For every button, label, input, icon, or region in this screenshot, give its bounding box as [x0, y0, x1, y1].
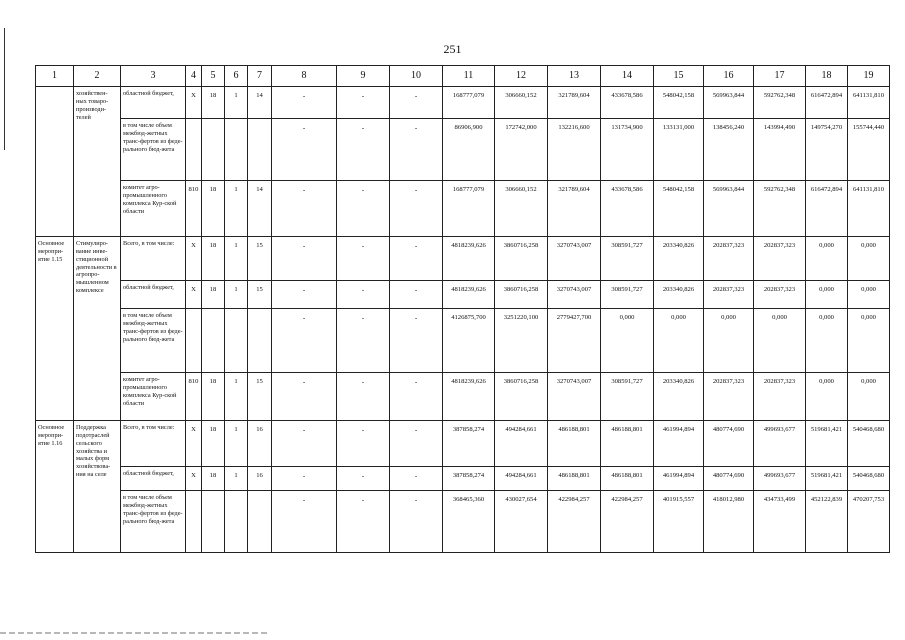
amount-cell: 486188,801 [548, 421, 601, 467]
amount-cell: 387858,274 [443, 467, 495, 491]
section-code-cell: 18 [202, 467, 225, 491]
grbs-code-cell [186, 119, 202, 181]
grbs-code-cell [186, 309, 202, 373]
col9-cell: - [337, 119, 390, 181]
csr-code-cell: 15 [248, 237, 272, 281]
amount-cell: 519681,421 [806, 421, 848, 467]
amount-cell: 202837,323 [754, 237, 806, 281]
amount-cell: 422984,257 [548, 491, 601, 553]
program-name-cell: хозяйствен-ных товаро-производи-телей [74, 87, 121, 237]
funding-source-cell: в том числе объем межбюд-жетных транс-фертов из феде-рального бюд-жета [121, 119, 186, 181]
subsection-code-cell: 1 [225, 87, 248, 119]
amount-cell: 172742,000 [495, 119, 548, 181]
subsection-code-cell: 1 [225, 281, 248, 309]
amount-cell: 321789,604 [548, 87, 601, 119]
header-col-5: 5 [202, 66, 225, 87]
amount-cell: 203340,826 [654, 237, 704, 281]
amount-cell: 202837,323 [704, 373, 754, 421]
funding-source-cell: Всего, в том числе: [121, 421, 186, 467]
amount-cell: 306660,152 [495, 181, 548, 237]
csr-code-cell [248, 119, 272, 181]
col9-cell: - [337, 87, 390, 119]
subsection-code-cell [225, 309, 248, 373]
col9-cell: - [337, 467, 390, 491]
subsection-code-cell: 1 [225, 237, 248, 281]
col9-cell: - [337, 237, 390, 281]
grbs-code-cell: X [186, 421, 202, 467]
vr-cell: - [272, 281, 337, 309]
amount-cell: 430027,654 [495, 491, 548, 553]
amount-cell: 0,000 [654, 309, 704, 373]
event-name-cell: Основное меропри-ятие 1.16 [36, 421, 74, 553]
amount-cell: 592762,348 [754, 181, 806, 237]
amount-cell: 149754,270 [806, 119, 848, 181]
amount-cell: 308591,727 [601, 237, 654, 281]
csr-code-cell: 15 [248, 373, 272, 421]
program-name-cell: Поддержка подотраслей сельского хозяйства и малых форм хозяйствова-ния на селе [74, 421, 121, 553]
section-code-cell [202, 491, 225, 553]
funding-source-cell: Всего, в том числе: [121, 237, 186, 281]
amount-cell: 641131,810 [848, 87, 890, 119]
amount-cell: 486188,801 [601, 467, 654, 491]
amount-cell: 499693,677 [754, 421, 806, 467]
amount-cell: 452122,839 [806, 491, 848, 553]
col9-cell: - [337, 181, 390, 237]
subsection-code-cell [225, 491, 248, 553]
amount-cell: 569963,844 [704, 87, 754, 119]
budget-table [35, 65, 890, 553]
section-code-cell: 18 [202, 373, 225, 421]
header-col-18: 18 [806, 66, 848, 87]
header-col-16: 16 [704, 66, 754, 87]
amount-cell: 548042,158 [654, 181, 704, 237]
amount-cell: 470207,753 [848, 491, 890, 553]
header-col-14: 14 [601, 66, 654, 87]
col10-cell: - [390, 467, 443, 491]
amount-cell: 308591,727 [601, 281, 654, 309]
header-col-10: 10 [390, 66, 443, 87]
amount-cell: 387858,274 [443, 421, 495, 467]
vr-cell: - [272, 181, 337, 237]
amount-cell: 132216,600 [548, 119, 601, 181]
grbs-code-cell: X [186, 87, 202, 119]
amount-cell: 4126875,700 [443, 309, 495, 373]
grbs-code-cell [186, 491, 202, 553]
header-col-4: 4 [186, 66, 202, 87]
header-col-3: 3 [121, 66, 186, 87]
amount-cell: 548042,158 [654, 87, 704, 119]
amount-cell: 494284,661 [495, 467, 548, 491]
grbs-code-cell: X [186, 237, 202, 281]
amount-cell: 540468,680 [848, 467, 890, 491]
amount-cell: 592762,348 [754, 87, 806, 119]
amount-cell: 480774,690 [704, 467, 754, 491]
table-row [36, 87, 890, 119]
header-row [36, 66, 890, 87]
amount-cell: 203340,826 [654, 281, 704, 309]
amount-cell: 168777,079 [443, 181, 495, 237]
section-code-cell: 18 [202, 181, 225, 237]
header-col-8: 8 [272, 66, 337, 87]
amount-cell: 131734,900 [601, 119, 654, 181]
amount-cell: 168777,079 [443, 87, 495, 119]
col10-cell: - [390, 281, 443, 309]
subsection-code-cell [225, 119, 248, 181]
amount-cell: 0,000 [754, 309, 806, 373]
vr-cell: - [272, 421, 337, 467]
header-col-11: 11 [443, 66, 495, 87]
amount-cell: 3270743,007 [548, 373, 601, 421]
funding-source-cell: в том числе объем межбюд-жетных транс-фертов из феде-рального бюд-жета [121, 309, 186, 373]
col10-cell: - [390, 87, 443, 119]
amount-cell: 486188,801 [548, 467, 601, 491]
amount-cell: 499693,677 [754, 467, 806, 491]
header-col-15: 15 [654, 66, 704, 87]
csr-code-cell: 16 [248, 421, 272, 467]
col10-cell: - [390, 237, 443, 281]
header-col-19: 19 [848, 66, 890, 87]
amount-cell: 86906,900 [443, 119, 495, 181]
header-col-12: 12 [495, 66, 548, 87]
table-row [36, 181, 890, 237]
table-row [36, 373, 890, 421]
amount-cell: 0,000 [848, 237, 890, 281]
grbs-code-cell: X [186, 281, 202, 309]
table-body [36, 87, 890, 553]
amount-cell: 461994,894 [654, 421, 704, 467]
program-name-cell: Стимулиро-вание инве-стиционной деятельности в агропро-мышленном комплексе [74, 237, 121, 421]
header-col-2: 2 [74, 66, 121, 87]
vr-cell: - [272, 87, 337, 119]
amount-cell: 155744,440 [848, 119, 890, 181]
table-row [36, 421, 890, 467]
vr-cell: - [272, 119, 337, 181]
amount-cell: 641131,810 [848, 181, 890, 237]
amount-cell: 203340,826 [654, 373, 704, 421]
amount-cell: 418012,980 [704, 491, 754, 553]
grbs-code-cell: X [186, 467, 202, 491]
amount-cell: 569963,844 [704, 181, 754, 237]
subsection-code-cell: 1 [225, 181, 248, 237]
amount-cell: 401915,557 [654, 491, 704, 553]
amount-cell: 433678,586 [601, 181, 654, 237]
col9-cell: - [337, 281, 390, 309]
amount-cell: 368465,360 [443, 491, 495, 553]
event-name-cell: Основное меропри-ятие 1.15 [36, 237, 74, 421]
subsection-code-cell: 1 [225, 421, 248, 467]
amount-cell: 133131,000 [654, 119, 704, 181]
section-code-cell: 18 [202, 237, 225, 281]
funding-source-cell: областной бюджет, [121, 281, 186, 309]
amount-cell: 202837,323 [754, 373, 806, 421]
table-row [36, 467, 890, 491]
csr-code-cell [248, 491, 272, 553]
header-col-9: 9 [337, 66, 390, 87]
amount-cell: 0,000 [848, 281, 890, 309]
section-code-cell: 18 [202, 421, 225, 467]
csr-code-cell: 15 [248, 281, 272, 309]
amount-cell: 480774,690 [704, 421, 754, 467]
amount-cell: 321789,604 [548, 181, 601, 237]
csr-code-cell [248, 309, 272, 373]
col9-cell: - [337, 309, 390, 373]
amount-cell: 3270743,007 [548, 237, 601, 281]
amount-cell: 2779427,700 [548, 309, 601, 373]
amount-cell: 202837,323 [704, 281, 754, 309]
vr-cell: - [272, 309, 337, 373]
grbs-code-cell: 810 [186, 181, 202, 237]
funding-source-cell: комитет агро-промышленного комплекса Кур-ской области [121, 373, 186, 421]
amount-cell: 0,000 [806, 373, 848, 421]
amount-cell: 422984,257 [601, 491, 654, 553]
amount-cell: 308591,727 [601, 373, 654, 421]
page-number: 251 [443, 42, 462, 56]
amount-cell: 3860716,258 [495, 237, 548, 281]
section-code-cell: 18 [202, 281, 225, 309]
funding-source-cell: областной бюджет, [121, 467, 186, 491]
header-col-7: 7 [248, 66, 272, 87]
amount-cell: 0,000 [806, 309, 848, 373]
section-code-cell [202, 309, 225, 373]
table-row [36, 281, 890, 309]
col9-cell: - [337, 491, 390, 553]
amount-cell: 4818239,626 [443, 373, 495, 421]
col10-cell: - [390, 181, 443, 237]
scan-artifact [0, 632, 270, 634]
amount-cell: 3251220,100 [495, 309, 548, 373]
amount-cell: 4818239,626 [443, 281, 495, 309]
section-code-cell [202, 119, 225, 181]
subsection-code-cell: 1 [225, 373, 248, 421]
amount-cell: 0,000 [601, 309, 654, 373]
csr-code-cell: 14 [248, 181, 272, 237]
amount-cell: 0,000 [848, 373, 890, 421]
csr-code-cell: 16 [248, 467, 272, 491]
amount-cell: 0,000 [848, 309, 890, 373]
col10-cell: - [390, 309, 443, 373]
amount-cell: 0,000 [806, 281, 848, 309]
col9-cell: - [337, 421, 390, 467]
csr-code-cell: 14 [248, 87, 272, 119]
col10-cell: - [390, 119, 443, 181]
col10-cell: - [390, 373, 443, 421]
table-row [36, 237, 890, 281]
amount-cell: 3270743,007 [548, 281, 601, 309]
header-col-17: 17 [754, 66, 806, 87]
amount-cell: 306660,152 [495, 87, 548, 119]
section-code-cell: 18 [202, 87, 225, 119]
vr-cell: - [272, 491, 337, 553]
amount-cell: 461994,894 [654, 467, 704, 491]
header-col-13: 13 [548, 66, 601, 87]
amount-cell: 616472,894 [806, 181, 848, 237]
funding-source-cell: комитет агро-промышленного комплекса Кур-ской области [121, 181, 186, 237]
amount-cell: 4818239,626 [443, 237, 495, 281]
funding-source-cell: областной бюджет, [121, 87, 186, 119]
header-col-1: 1 [36, 66, 74, 87]
amount-cell: 519681,421 [806, 467, 848, 491]
amount-cell: 3860716,258 [495, 281, 548, 309]
amount-cell: 3860716,258 [495, 373, 548, 421]
amount-cell: 138456,240 [704, 119, 754, 181]
funding-source-cell: в том числе объем межбюд-жетных транс-фертов из феде-рального бюд-жета [121, 491, 186, 553]
amount-cell: 616472,894 [806, 87, 848, 119]
event-name-cell [36, 87, 74, 237]
col10-cell: - [390, 421, 443, 467]
amount-cell: 0,000 [704, 309, 754, 373]
amount-cell: 202837,323 [704, 237, 754, 281]
amount-cell: 0,000 [806, 237, 848, 281]
vr-cell: - [272, 237, 337, 281]
table-row [36, 119, 890, 181]
col9-cell: - [337, 373, 390, 421]
subsection-code-cell: 1 [225, 467, 248, 491]
amount-cell: 202837,323 [754, 281, 806, 309]
col10-cell: - [390, 491, 443, 553]
amount-cell: 143994,490 [754, 119, 806, 181]
amount-cell: 486188,801 [601, 421, 654, 467]
amount-cell: 433678,586 [601, 87, 654, 119]
vr-cell: - [272, 467, 337, 491]
amount-cell: 540468,680 [848, 421, 890, 467]
grbs-code-cell: 810 [186, 373, 202, 421]
table-row [36, 491, 890, 553]
vr-cell: - [272, 373, 337, 421]
header-col-6: 6 [225, 66, 248, 87]
amount-cell: 434733,499 [754, 491, 806, 553]
table-row [36, 309, 890, 373]
amount-cell: 494284,661 [495, 421, 548, 467]
